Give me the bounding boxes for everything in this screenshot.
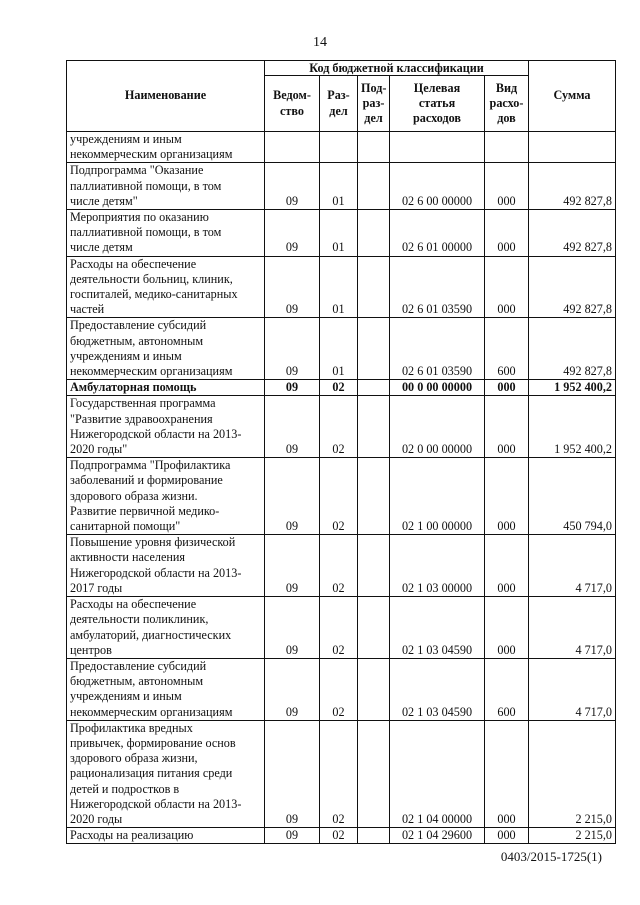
cell-razdel: 02 <box>320 597 358 659</box>
cell-razdel: 02 <box>320 720 358 827</box>
cell-celevaya: 02 6 00 00000 <box>390 163 485 210</box>
cell-vedomstvo: 09 <box>265 597 320 659</box>
cell-vedomstvo: 09 <box>265 210 320 257</box>
cell-podrazdel <box>358 256 390 318</box>
cell-name: Государственная программа "Развитие здравоохранения Нижегородской области на 2013- 2020 годы" <box>67 396 265 458</box>
cell-celevaya: 02 6 01 03590 <box>390 318 485 380</box>
cell-razdel: 02 <box>320 658 358 720</box>
cell-podrazdel <box>358 458 390 535</box>
cell-razdel: 02 <box>320 535 358 597</box>
cell-name: Профилактика вредных привычек, формирование основ здорового образа жизни, рационализация питания среди детей и подростков в Нижегородской области на 2013- 2020 годы <box>67 720 265 827</box>
cell-vid: 000 <box>485 828 529 844</box>
table-row <box>67 380 616 396</box>
cell-razdel: 02 <box>320 380 358 396</box>
cell-razdel <box>320 132 358 163</box>
cell-celevaya: 02 1 04 29600 <box>390 828 485 844</box>
cell-celevaya: 02 6 01 00000 <box>390 210 485 257</box>
cell-name: Амбулаторная помощь <box>67 380 265 396</box>
cell-podrazdel <box>358 210 390 257</box>
cell-razdel: 01 <box>320 210 358 257</box>
cell-sum <box>529 132 616 163</box>
table-row <box>67 828 616 844</box>
cell-vid: 000 <box>485 210 529 257</box>
cell-name: Мероприятия по оказанию паллиативной помощи, в том числе детям <box>67 210 265 257</box>
cell-celevaya: 02 1 04 00000 <box>390 720 485 827</box>
cell-vedomstvo <box>265 132 320 163</box>
cell-vedomstvo: 09 <box>265 318 320 380</box>
table-row <box>67 658 616 720</box>
table-row <box>67 396 616 458</box>
table-row <box>67 720 616 827</box>
table-header <box>67 61 616 132</box>
cell-podrazdel <box>358 380 390 396</box>
cell-podrazdel <box>358 163 390 210</box>
cell-razdel: 01 <box>320 318 358 380</box>
cell-name: Расходы на обеспечение деятельности больниц, клиник, госпиталей, медико-санитарных частей <box>67 256 265 318</box>
cell-sum: 4 717,0 <box>529 658 616 720</box>
cell-sum: 492 827,8 <box>529 256 616 318</box>
cell-podrazdel <box>358 396 390 458</box>
cell-vedomstvo: 09 <box>265 720 320 827</box>
cell-sum: 492 827,8 <box>529 163 616 210</box>
cell-name: Расходы на реализацию <box>67 828 265 844</box>
cell-sum: 4 717,0 <box>529 597 616 659</box>
table-row <box>67 256 616 318</box>
header-classification-group: Код бюджетной классификации <box>265 61 529 76</box>
cell-podrazdel <box>358 597 390 659</box>
cell-vedomstvo: 09 <box>265 256 320 318</box>
cell-vedomstvo: 09 <box>265 380 320 396</box>
cell-podrazdel <box>358 720 390 827</box>
cell-vedomstvo: 09 <box>265 458 320 535</box>
budget-table <box>66 60 616 844</box>
header-sum: Сумма <box>529 61 616 132</box>
cell-celevaya: 00 0 00 00000 <box>390 380 485 396</box>
table-row <box>67 132 616 163</box>
cell-razdel: 02 <box>320 396 358 458</box>
cell-celevaya: 02 1 03 04590 <box>390 597 485 659</box>
cell-sum: 492 827,8 <box>529 318 616 380</box>
cell-vedomstvo: 09 <box>265 163 320 210</box>
cell-vid: 000 <box>485 458 529 535</box>
cell-vedomstvo: 09 <box>265 396 320 458</box>
table-row <box>67 318 616 380</box>
cell-vid: 000 <box>485 380 529 396</box>
header-podrazdel: Под- раз- дел <box>358 76 390 132</box>
table-row <box>67 458 616 535</box>
table-row <box>67 210 616 257</box>
cell-vedomstvo: 09 <box>265 535 320 597</box>
cell-celevaya: 02 1 00 00000 <box>390 458 485 535</box>
cell-razdel: 02 <box>320 458 358 535</box>
cell-name: Подпрограмма "Оказание паллиативной помощи, в том числе детям" <box>67 163 265 210</box>
cell-sum: 2 215,0 <box>529 828 616 844</box>
table-body <box>67 132 616 844</box>
cell-sum: 492 827,8 <box>529 210 616 257</box>
table-row <box>67 163 616 210</box>
cell-celevaya: 02 6 01 03590 <box>390 256 485 318</box>
cell-sum: 1 952 400,2 <box>529 380 616 396</box>
cell-vid <box>485 132 529 163</box>
cell-podrazdel <box>358 132 390 163</box>
cell-vid: 600 <box>485 318 529 380</box>
cell-podrazdel <box>358 318 390 380</box>
document-code: 0403/2015-1725(1) <box>500 849 602 864</box>
cell-razdel: 01 <box>320 163 358 210</box>
cell-vedomstvo: 09 <box>265 828 320 844</box>
cell-vid: 000 <box>485 396 529 458</box>
cell-name: учреждениям и иным некоммерческим организациям <box>67 132 265 163</box>
cell-vid: 000 <box>485 597 529 659</box>
cell-sum: 2 215,0 <box>529 720 616 827</box>
header-razdel: Раз- дел <box>320 76 358 132</box>
cell-podrazdel <box>358 828 390 844</box>
cell-vid: 000 <box>485 163 529 210</box>
cell-name: Предоставление субсидий бюджетным, автономным учреждениям и иным некоммерческим организациям <box>67 318 265 380</box>
cell-celevaya: 02 0 00 00000 <box>390 396 485 458</box>
cell-name: Предоставление субсидий бюджетным, автономным учреждениям и иным некоммерческим организациям <box>67 658 265 720</box>
cell-celevaya: 02 1 03 04590 <box>390 658 485 720</box>
cell-sum: 450 794,0 <box>529 458 616 535</box>
page-number: 14 <box>313 35 327 50</box>
cell-sum: 1 952 400,2 <box>529 396 616 458</box>
cell-razdel: 01 <box>320 256 358 318</box>
header-celevaya: Целевая статья расходов <box>390 76 485 132</box>
cell-vid: 000 <box>485 720 529 827</box>
cell-vid: 000 <box>485 535 529 597</box>
cell-podrazdel <box>358 658 390 720</box>
cell-celevaya: 02 1 03 00000 <box>390 535 485 597</box>
cell-name: Расходы на обеспечение деятельности поликлиник, амбулаторий, диагностических центров <box>67 597 265 659</box>
cell-vedomstvo: 09 <box>265 658 320 720</box>
header-vid: Вид расхо- дов <box>485 76 529 132</box>
table-row <box>67 535 616 597</box>
header-name: Наименование <box>67 61 265 132</box>
header-vedomstvo: Ведом- ство <box>265 76 320 132</box>
cell-name: Подпрограмма "Профилактика заболеваний и формирование здорового образа жизни. Развитие первичной медико- санитарной помощи" <box>67 458 265 535</box>
cell-celevaya <box>390 132 485 163</box>
cell-razdel: 02 <box>320 828 358 844</box>
table-row <box>67 597 616 659</box>
cell-vid: 600 <box>485 658 529 720</box>
cell-vid: 000 <box>485 256 529 318</box>
cell-sum: 4 717,0 <box>529 535 616 597</box>
cell-podrazdel <box>358 535 390 597</box>
cell-name: Повышение уровня физической активности населения Нижегородской области на 2013- 2017 годы <box>67 535 265 597</box>
